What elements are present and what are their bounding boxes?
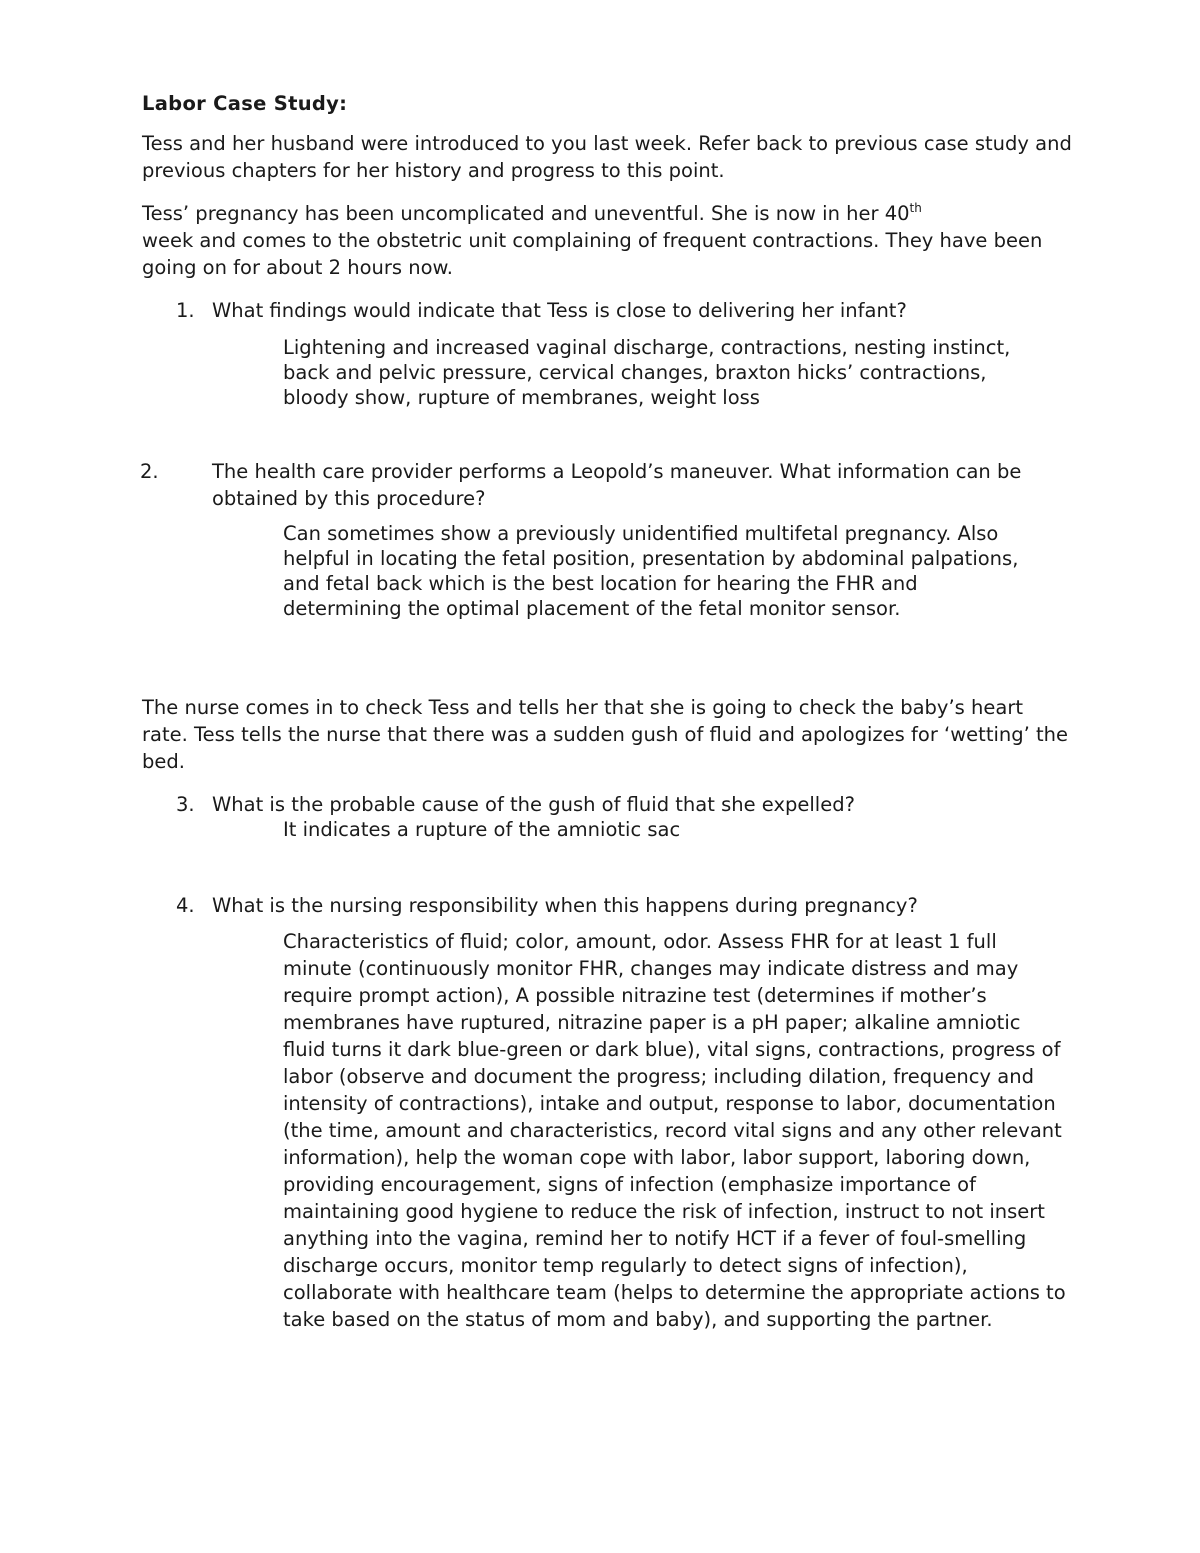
question-text: What is the nursing responsibility when this happens during pregnancy? xyxy=(212,894,918,917)
answer-2: Can sometimes show a previously unidentified multifetal pregnancy. Also helpful in locating the fetal position, presentation by abdominal palpations, and fetal back which is the best location for hearing the FHR and determining the optimal placement of the fetal monitor sensor. xyxy=(283,522,1019,620)
answer-4: Characteristics of fluid; color, amount, odor. Assess FHR for at least 1 full minute (continuously monitor FHR, changes may indicate distress and may require prompt action), A possible nitrazine test (determines if mother’s membranes have ruptured, nitrazine paper is a pH paper; alkaline amniotic fluid turns it dark blue-green or dark blue), vital signs, contractions, progress of labor (observe and document the progress; including dilation, frequency and intensity of contractions), intake and output, response to labor, documentation (the time, amount and characteristics, record vital signs and any other relevant information), help the woman cope with labor, labor support, laboring down, providing encouragement, signs of infection (emphasize importance of maintaining good hygiene to reduce the risk of infection, instruct to not insert anything into the vagina, remind her to notify HCT if a fever of foul-smelling discharge occurs, monitor temp regularly to detect signs of infection), collaborate with healthcare team (helps to determine the appropriate actions to take based on the status of mom and baby), and supporting the partner. xyxy=(283,930,1066,1331)
intro-paragraph: Tess and her husband were introduced to you last week. Refer back to previous case study and previous chapters for her history and progress to this point. xyxy=(142,132,1072,182)
question-number: 1. xyxy=(176,299,195,322)
pregnancy-paragraph xyxy=(142,200,1082,281)
question-text: The health care provider performs a Leopold’s maneuver. What information can be obtained by this procedure? xyxy=(212,460,1022,510)
question-number: 4. xyxy=(176,894,195,917)
ordinal-suffix: th xyxy=(909,201,922,215)
question-number: 2. xyxy=(140,460,159,483)
question-4 xyxy=(176,892,1056,919)
question-2 xyxy=(140,458,1062,512)
pregnancy-continuation-text: week and comes to the obstetric unit complaining of frequent contractions. They have been going on for about 2 hours now. xyxy=(142,229,1043,279)
pregnancy-lead-text: Tess’ pregnancy has been uncomplicated and uneventful. She is now in her 40 xyxy=(142,202,910,225)
question-3 xyxy=(176,791,1056,818)
nurse-paragraph: The nurse comes in to check Tess and tells her that she is going to check the baby’s heart rate. Tess tells the nurse that there was a sudden gush of fluid and apologizes for ‘wetting’ the bed. xyxy=(142,696,1069,773)
question-number: 3. xyxy=(176,793,195,816)
question-text: What is the probable cause of the gush of fluid that she expelled? xyxy=(212,793,855,816)
question-text: What findings would indicate that Tess is close to delivering her infant? xyxy=(212,299,907,322)
document-title: Labor Case Study: xyxy=(142,92,348,115)
answer-3: It indicates a rupture of the amniotic sac xyxy=(283,818,681,841)
question-1 xyxy=(176,297,1056,324)
answer-1: Lightening and increased vaginal discharge, contractions, nesting instinct, back and pelvic pressure, cervical changes, braxton hicks’ contractions, bloody show, rupture of membranes, weight loss xyxy=(283,336,1011,409)
